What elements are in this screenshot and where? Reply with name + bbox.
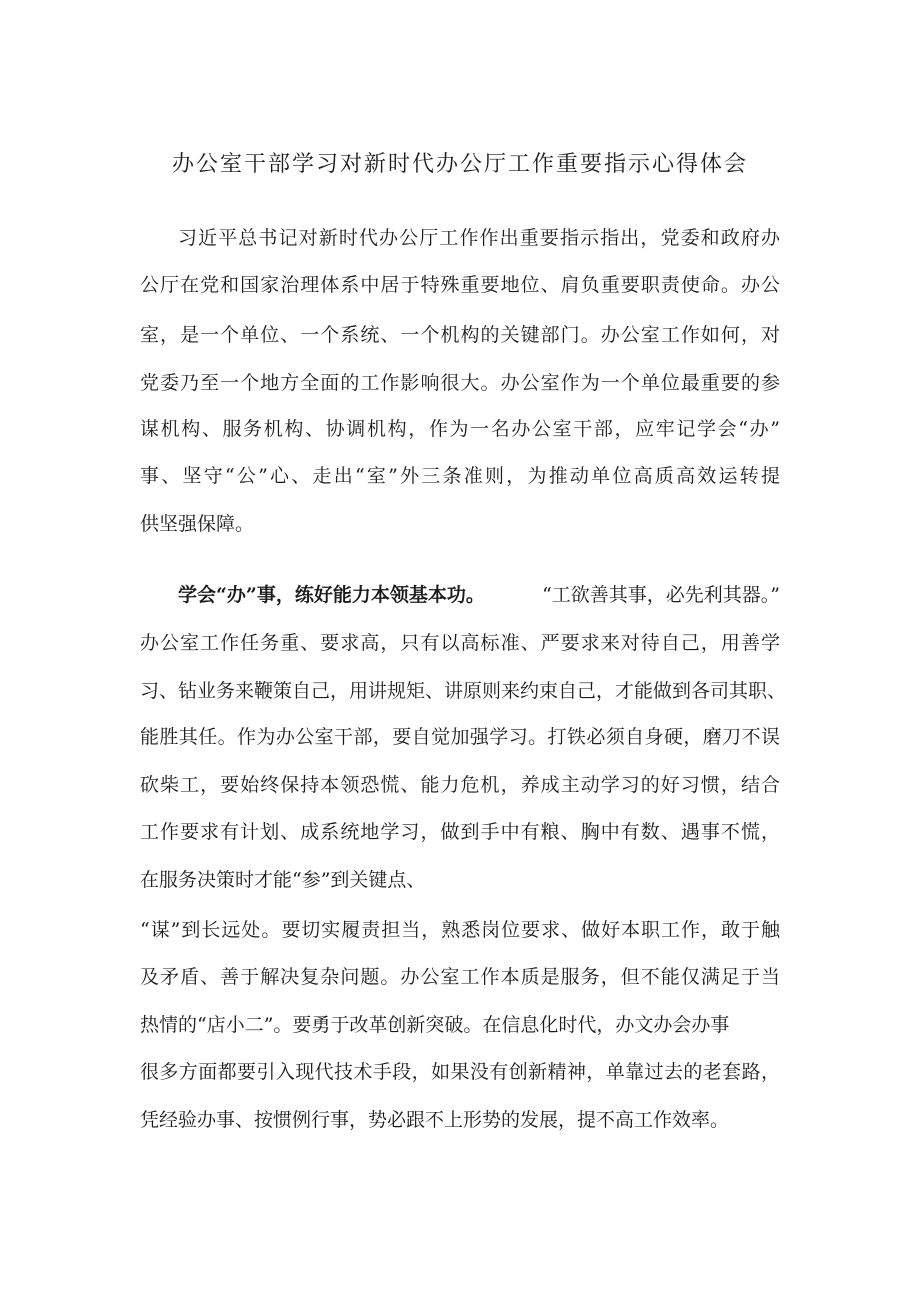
paragraph-line: 事、坚守“公”心、走出“室”外三条准则，为推动单位高质高效运转提 bbox=[140, 465, 780, 487]
paragraph-line: 谋机构、服务机构、协调机构，作为一名办公室干部，应牢记学会“办” bbox=[140, 418, 780, 440]
section-heading-line bbox=[178, 580, 780, 610]
paragraph-line: 公厅在党和国家治理体系中居于特殊重要地位、肩负重要职责使命。办公 bbox=[140, 274, 780, 296]
paragraph-line: 习近平总书记对新时代办公厅工作作出重要指示指出，党委和政府办 bbox=[178, 227, 780, 249]
paragraph-line: 砍柴工，要始终保持本领恐慌、能力危机，养成主动学习的好习惯，结合 bbox=[140, 774, 780, 796]
paragraph-line: 供坚强保障。 bbox=[140, 513, 255, 535]
document-title: 办公室干部学习对新时代办公厅工作重要指示心得体会 bbox=[171, 152, 748, 177]
paragraph-line: 在服务决策时才能“参”到关键点、 bbox=[140, 869, 426, 891]
paragraph-line: 热情的“店小二”。要勇于改革创新突破。在信息化时代，办文办会办事 bbox=[140, 1014, 730, 1036]
paragraph-line: 习、钻业务来鞭策自己，用讲规矩、讲原则来约束自己，才能做到各司其职、 bbox=[140, 680, 787, 702]
paragraph-line: 能胜其任。作为办公室干部，要自觉加强学习。打铁必须自身硬，磨刀不误 bbox=[140, 726, 780, 748]
paragraph-line: 凭经验办事、按惯例行事，势必跟不上形势的发展，提不高工作效率。 bbox=[140, 1109, 730, 1131]
paragraph-line: 及矛盾、善于解决复杂问题。办公室工作本质是服务，但不能仅满足于当 bbox=[140, 966, 780, 988]
section-heading-quote: “工欲善其事，必先利其器。” bbox=[542, 584, 780, 606]
paragraph-line: 很多方面都要引入现代技术手段，如果没有创新精神，单靠过去的老套路， bbox=[140, 1061, 780, 1083]
paragraph-line: 办公室工作任务重、要求高，只有以高标准、严要求来对待自己，用善学 bbox=[140, 632, 780, 654]
paragraph-line: “谋”到长远处。要切实履责担当，熟悉岗位要求、做好本职工作，敢于触 bbox=[140, 919, 780, 941]
paragraph-line: 党委乃至一个地方全面的工作影响很大。办公室作为一个单位最重要的参 bbox=[140, 372, 780, 394]
paragraph-line: 室，是一个单位、一个系统、一个机构的关键部门。办公室工作如何，对 bbox=[140, 324, 780, 346]
paragraph-line: 工作要求有计划、成系统地学习，做到手中有粮、胸中有数、遇事不慌， bbox=[140, 821, 780, 843]
section-heading: 学会“办”事，练好能力本领基本功。 bbox=[178, 584, 485, 606]
